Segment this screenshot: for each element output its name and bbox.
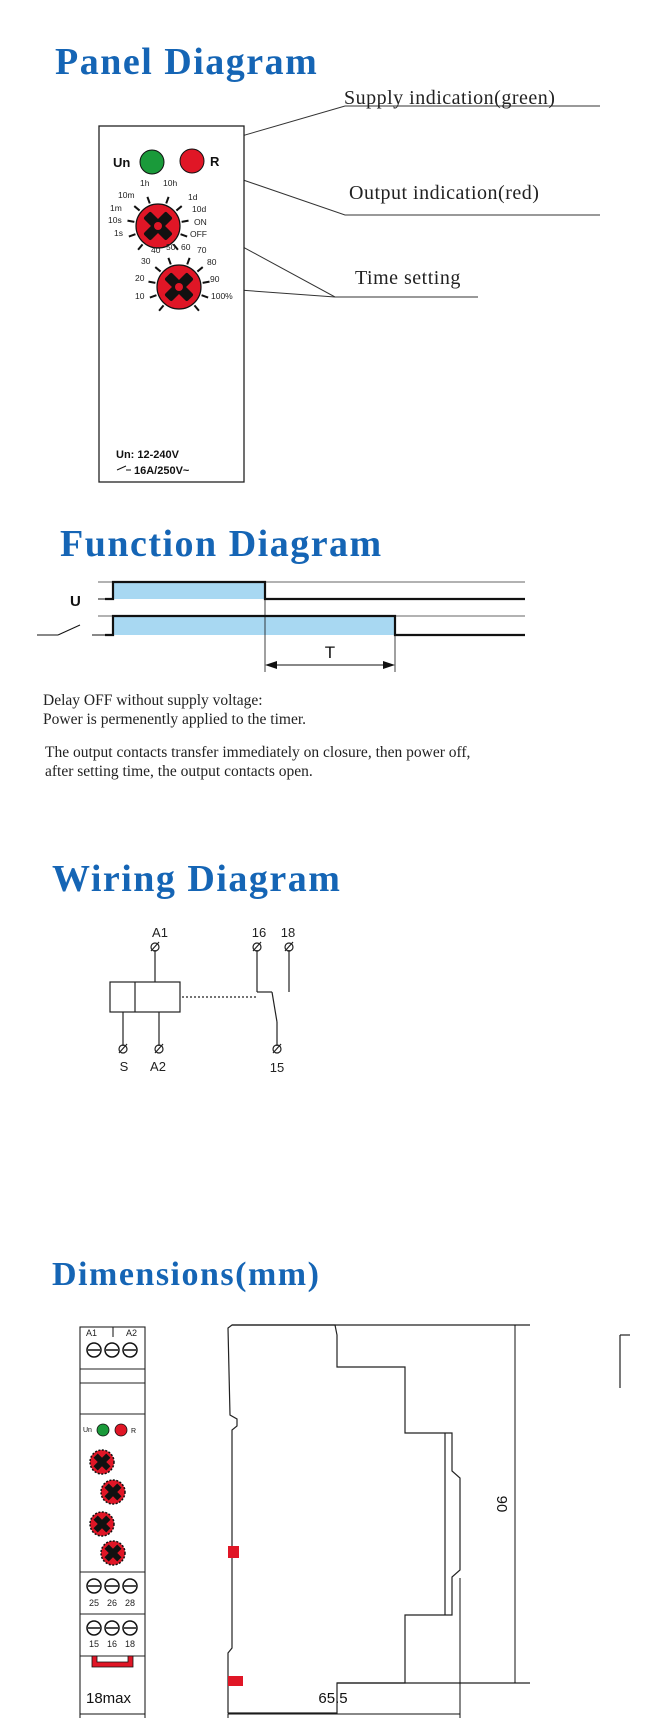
description-line: The output contacts transfer immediately on closure, then power off, xyxy=(45,744,471,761)
function-description-2 xyxy=(45,743,470,781)
output-contact-icon xyxy=(37,625,105,635)
supply-u-label: U xyxy=(70,593,81,610)
front-dial-icon xyxy=(101,1480,125,1504)
dial-label: 10h xyxy=(163,178,178,188)
rating-supply: Un: 12-240V xyxy=(116,449,179,461)
dial-label: ON xyxy=(194,217,207,227)
wiring-diagram-title: Wiring Diagram xyxy=(52,858,342,900)
description-line: Delay OFF without supply voltage: xyxy=(43,692,263,709)
front-dial-icon xyxy=(101,1541,125,1565)
front-red-led-icon xyxy=(115,1424,127,1436)
un-led-label: Un xyxy=(113,155,131,170)
dial-label: 1d xyxy=(188,192,198,202)
output-on-period xyxy=(113,616,395,635)
dial-label: 1h xyxy=(140,178,150,188)
front-terminal-label: 18 xyxy=(124,1639,136,1649)
front-green-led-icon xyxy=(97,1424,109,1436)
dial-label: 50 xyxy=(166,242,176,252)
panel-diagram-title: Panel Diagram xyxy=(55,41,319,83)
height-dimension-label: 90 xyxy=(493,1495,510,1513)
dial-label: 10s xyxy=(108,215,122,225)
front-un-label: Un xyxy=(83,1427,92,1434)
front-r-label: R xyxy=(131,1428,137,1435)
terminal-label: A2 xyxy=(150,1059,166,1074)
time-setting-callout: Time setting xyxy=(355,267,461,289)
terminal-label: S xyxy=(119,1059,129,1074)
dial-label: 90 xyxy=(210,274,220,284)
function-diagram-title: Function Diagram xyxy=(60,523,383,565)
front-terminal-label: 28 xyxy=(124,1598,136,1608)
dial-label: 1m xyxy=(110,203,122,213)
dial-label: 70 xyxy=(197,245,207,255)
dial-label: 40 xyxy=(151,245,161,255)
terminal-15-icon xyxy=(273,1044,281,1053)
side-clip-bottom-icon xyxy=(228,1676,243,1686)
terminal-label: 18 xyxy=(280,925,296,940)
front-terminal-label: A1 xyxy=(86,1328,98,1338)
terminal-s-icon xyxy=(119,1044,127,1053)
front-dial-icon xyxy=(90,1512,114,1536)
dial-label: 10d xyxy=(192,204,207,214)
dial-label: 80 xyxy=(207,257,217,267)
depth-dimension-label: 65.5 xyxy=(318,1690,348,1707)
dial-label: 30 xyxy=(141,256,151,266)
relay-coil-box xyxy=(110,982,180,1012)
dial-label: OFF xyxy=(190,229,207,239)
function-description-1 xyxy=(43,691,306,729)
wiring-diagram xyxy=(0,920,650,1090)
terminal-label: 15 xyxy=(269,1060,285,1075)
terminal-label: 16 xyxy=(251,925,267,940)
dimensions-title: Dimensions(mm) xyxy=(52,1256,321,1293)
front-terminal-label: 26 xyxy=(106,1598,118,1608)
output-indication-callout: Output indication(red) xyxy=(349,182,540,204)
terminal-16-icon xyxy=(253,942,261,951)
dial-label: 1s xyxy=(114,228,123,238)
rating-contact: 16A/250V~ xyxy=(134,465,190,477)
front-terminal-label: A2 xyxy=(126,1328,138,1338)
dial-label: 20 xyxy=(135,273,145,283)
time-period-label: T xyxy=(324,643,336,662)
terminal-screws-bottom-icon xyxy=(87,1621,137,1635)
terminal-18-icon xyxy=(285,942,293,951)
description-line: after setting time, the output contacts open. xyxy=(45,763,313,780)
dial-label: 10 xyxy=(135,291,145,301)
front-terminal-label: 15 xyxy=(88,1639,100,1649)
green-led-icon xyxy=(140,150,164,174)
terminal-label: A1 xyxy=(152,925,168,940)
supply-on-period xyxy=(113,582,265,599)
terminal-a2-icon xyxy=(155,1044,163,1053)
dial-label: 60 xyxy=(181,242,191,252)
supply-indication-callout: Supply indication(green) xyxy=(344,87,556,109)
terminal-screws-top-icon xyxy=(87,1343,137,1357)
red-led-icon xyxy=(180,149,204,173)
terminal-a1-icon xyxy=(151,942,159,951)
r-led-label: R xyxy=(210,154,220,169)
dial-label: 100% xyxy=(211,291,233,301)
function-diagram xyxy=(0,570,650,690)
dial-label: 10m xyxy=(118,190,135,200)
front-terminal-label: 16 xyxy=(106,1639,118,1649)
front-terminal-label: 25 xyxy=(88,1598,100,1608)
description-line: Power is permenently applied to the timer. xyxy=(43,711,307,728)
side-view xyxy=(228,1325,630,1713)
dimensions-diagram xyxy=(0,1318,650,1718)
front-dial-icon xyxy=(90,1450,114,1474)
terminal-screws-mid-icon xyxy=(87,1579,137,1593)
side-clip-top-icon xyxy=(228,1546,239,1558)
panel-diagram xyxy=(0,0,650,490)
width-dimension-label: 18max xyxy=(86,1690,132,1707)
